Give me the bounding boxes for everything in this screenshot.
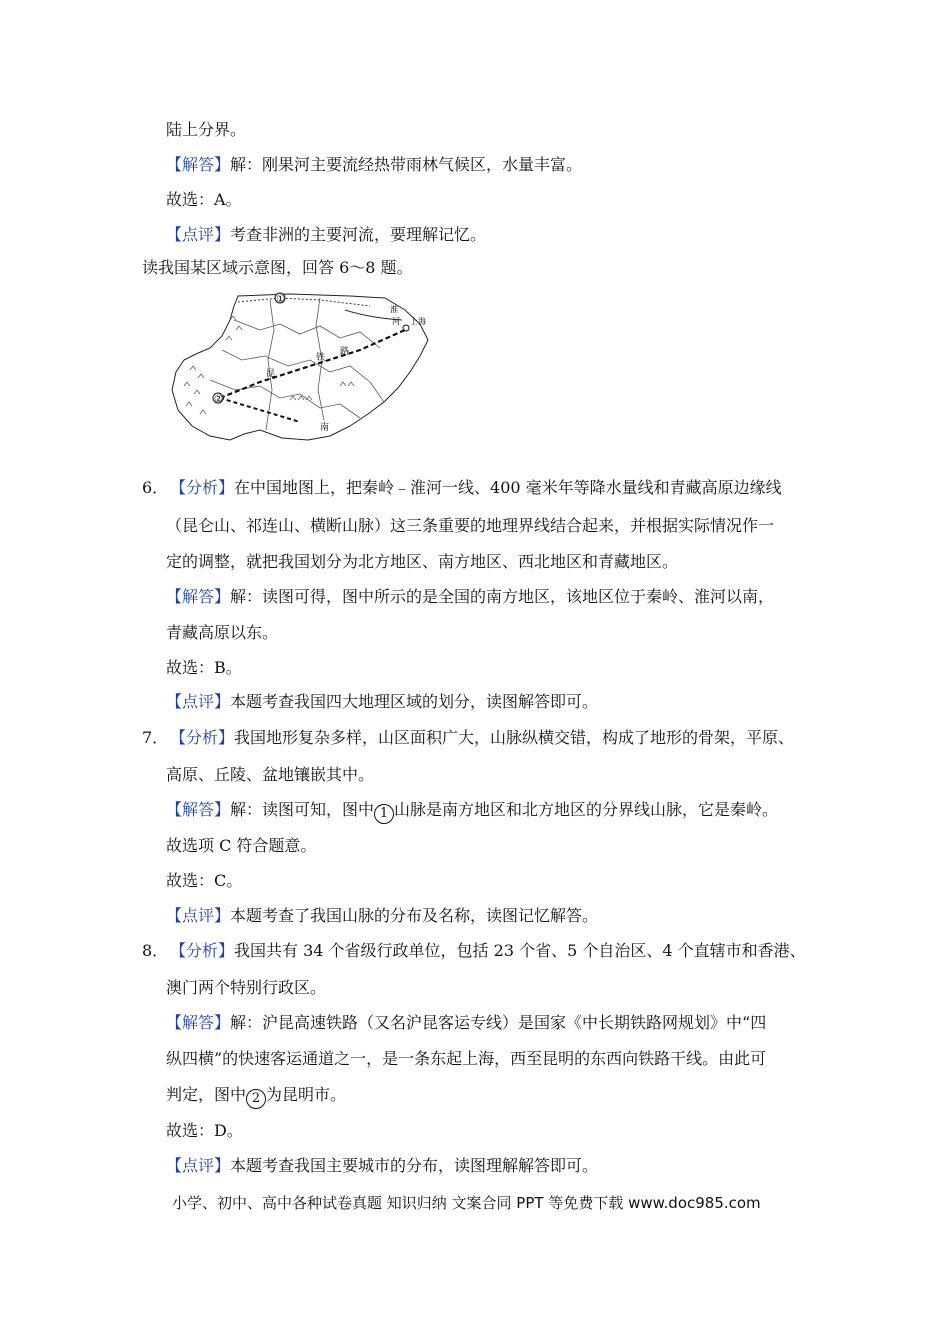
q6-analysis-line-3: 定的调整，就把我国划分为北方地区、南方地区、西北地区和青藏地区。 <box>166 552 679 571</box>
text-line: 陆上分界。 <box>166 120 247 139</box>
answer-text-b: 为昆明市。 <box>266 1085 347 1104</box>
q6-answer-line-2: 青藏高原以东。 <box>166 623 279 642</box>
answer-text: 解：沪昆高速铁路（又名沪昆客运专线）是国家《中长期铁路网规划》中“四 <box>230 1013 767 1032</box>
comment-tag: 【点评】 <box>166 1156 231 1175</box>
q8-analysis-line <box>142 941 806 961</box>
label-nan: 南 <box>320 423 330 433</box>
comment-text: 考查非洲的主要河流，要理解记忆。 <box>230 225 487 244</box>
comment-tag: 【点评】 <box>166 906 231 925</box>
label-rail: 铁 <box>316 353 326 363</box>
q7-number: 7． <box>142 728 169 747</box>
q6-choice: 故选：B。 <box>166 658 242 677</box>
q6-comment-line <box>166 692 598 712</box>
answer-text: 解：读图可得，图中所示的是全国的南方地区，该地区位于秦岭、淮河以南， <box>230 587 775 606</box>
comment-text: 本题考查我国主要城市的分布，读图理解解答即可。 <box>230 1156 599 1175</box>
marker-1: ① <box>276 294 285 305</box>
answer-text-a: 解：读图可知，图中 <box>230 800 375 819</box>
mountain-line-1 <box>238 298 370 306</box>
footer-link[interactable]: 小学、初中、高中各种试卷真题 知识归纳 文案合同 PPT 等免费下载 www.doc985.com <box>172 1194 761 1212</box>
answer-tag: 【解答】 <box>166 800 231 819</box>
comment-text: 本题考查了我国山脉的分布及名称，读图记忆解答。 <box>230 906 599 925</box>
q8-analysis-line-2: 澳门两个特别行政区。 <box>166 978 327 997</box>
answer-line <box>166 155 582 175</box>
q7-choice: 故选：C。 <box>166 871 243 890</box>
q6-analysis-line <box>142 478 782 498</box>
label-he: 河 <box>392 317 400 326</box>
answer-tag: 【解答】 <box>166 1013 231 1032</box>
comment-tag: 【点评】 <box>166 692 231 711</box>
answer-tag: 【解答】 <box>166 587 231 606</box>
label-huai: 淮 <box>390 305 398 314</box>
marker-2: ② <box>214 394 223 405</box>
label-kun: 昆 <box>266 369 276 379</box>
answer-tag: 【解答】 <box>166 155 231 174</box>
comment-line <box>166 225 486 245</box>
map-border-2 <box>222 350 384 402</box>
circled-number-2: 2 <box>246 1089 266 1109</box>
shanghai-dot <box>403 325 409 331</box>
analysis-tag: 【分析】 <box>170 728 235 747</box>
analysis-tag: 【分析】 <box>170 478 235 497</box>
q8-answer-line-3 <box>166 1085 346 1109</box>
railway-line-2 <box>220 398 300 422</box>
map-outline <box>172 294 428 440</box>
comment-tag: 【点评】 <box>166 225 231 244</box>
map-border-4 <box>266 300 274 430</box>
region-map <box>170 290 440 450</box>
q7-analysis-line-2: 高原、丘陵、盆地镶嵌其中。 <box>166 765 375 784</box>
q7-comment-line <box>166 906 598 926</box>
q6-number: 6． <box>142 478 169 497</box>
analysis-text: 我国地形复杂多样，山区面积广大，山脉纵横交错，构成了地形的骨架，平原、 <box>234 728 795 747</box>
answer-text: 解：刚果河主要流经热带雨林气候区，水量丰富。 <box>230 155 583 174</box>
q8-number: 8． <box>142 941 169 960</box>
answer-text-b: 山脉是南方地区和北方地区的分界线山脉，它是秦岭。 <box>394 800 779 819</box>
q7-analysis-line <box>142 728 794 748</box>
q6-analysis-line-2: （昆仑山、祁连山、横断山脉）这三条重要的地理界线结合起来，并根据实际情况作一 <box>166 516 775 535</box>
analysis-text: 我国共有 34 个省级行政单位，包括 23 个省、5 个自治区、4 个直辖市和香港、 <box>234 941 806 960</box>
circled-number-1: 1 <box>374 804 394 824</box>
comment-text: 本题考查我国四大地理区域的划分，读图解答即可。 <box>230 692 599 711</box>
choice-line: 故选：A。 <box>166 190 242 209</box>
analysis-tag: 【分析】 <box>170 941 235 960</box>
q6-answer-line <box>166 587 774 607</box>
analysis-text: 在中国地图上，把秦岭﹣淮河一线、400 毫米年等降水量线和青藏高原边缘线 <box>234 478 782 497</box>
label-rail2: 路 <box>340 347 350 357</box>
q8-answer-line-2: 纵四横”的快速客运通道之一，是一条东起上海，西至昆明的东西向铁路干线。由此可 <box>166 1049 767 1068</box>
q8-choice: 故选：D。 <box>166 1121 243 1140</box>
intro-line: 读我国某区域示意图，回答 6～8 题。 <box>142 258 413 277</box>
label-shanghai: 上海 <box>410 317 426 326</box>
q7-answer-line <box>166 800 778 824</box>
map-border-3 <box>210 380 360 418</box>
map-border-1 <box>234 320 380 348</box>
q8-answer-line <box>166 1013 766 1033</box>
q8-comment-line <box>166 1156 598 1176</box>
answer-text-a: 判定，图中 <box>166 1085 247 1104</box>
q7-answer-line-2: 故选项 C 符合题意。 <box>166 836 317 855</box>
